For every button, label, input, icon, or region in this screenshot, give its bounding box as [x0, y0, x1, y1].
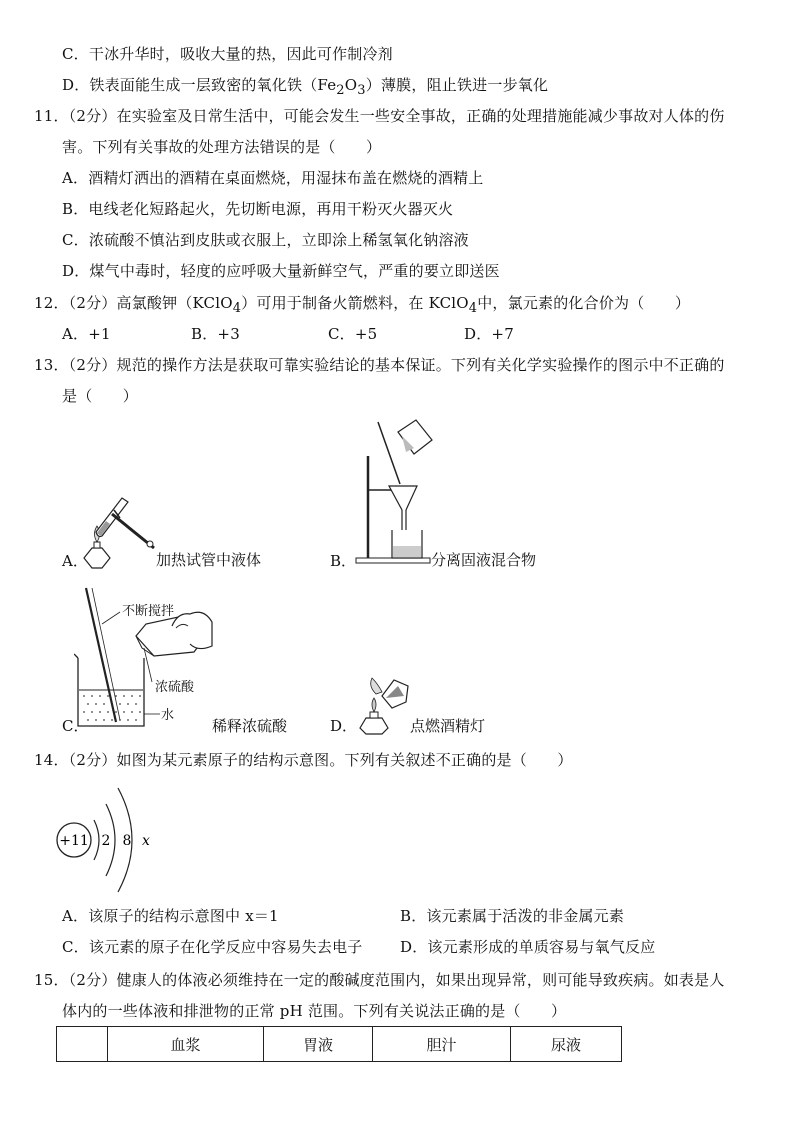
- q11-option-a: A．酒精灯洒出的酒精在桌面燃烧，用湿抹布盖在燃烧的酒精上: [62, 169, 484, 187]
- q13-stem-line1: 13．（2分）规范的操作方法是获取可靠实验结论的基本保证。下列有关化学实验操作的图示中不正确的: [34, 356, 725, 374]
- q14-stem: 14．（2分）如图为某元素原子的结构示意图。下列有关叙述不正确的是（ ）: [34, 751, 573, 769]
- q15-stem-line2: 体内的一些体液和排泄物的正常 pH 范围。下列有关说法正确的是（ ）: [62, 1002, 567, 1020]
- q15-stem-line1: 15．（2分）健康人的体液必须维持在一定的酸碱度范围内，如果出现异常，则可能导致疾病。如表是人: [34, 971, 725, 989]
- ph-range-table: [56, 1026, 622, 1062]
- q13-stem-line2: 是（ ）: [62, 387, 139, 405]
- table-header-cell: 胃液: [264, 1027, 373, 1062]
- q13-d-caption: 点燃酒精灯: [410, 717, 486, 735]
- q13-b-letter: B．: [330, 552, 357, 570]
- shell-3-electrons: x: [142, 833, 150, 849]
- heating-test-tube-figure: [78, 488, 160, 572]
- table-header-cell: 胆汁: [373, 1027, 511, 1062]
- table-header-cell: 尿液: [511, 1027, 622, 1062]
- q13-a-caption: 加热试管中液体: [156, 551, 262, 569]
- q10-option-d: D．铁表面能生成一层致密的氧化铁$(Fe_2O_3)$薄膜，阻止铁进一步氧化: [62, 76, 549, 98]
- q14-option-b: B．该元素属于活泼的非金属元素: [400, 907, 625, 925]
- q13-c-letter: C．: [62, 717, 89, 735]
- q13-c-caption: 稀释浓硫酸: [212, 717, 288, 735]
- q14-option-c: C．该元素的原子在化学反应中容易失去电子: [62, 938, 363, 956]
- q12-option-d: D．+7: [464, 325, 514, 343]
- q12-stem: 12．（2分）高氯酸钾（KClO$_4$）可用于制备火箭燃料，在 KClO$_4$中，氯元素的化合价为（ ）: [34, 294, 691, 316]
- shell-1-electrons: 2: [101, 833, 111, 849]
- light-alcohol-lamp-figure: [356, 674, 412, 736]
- table-header-cell: [57, 1027, 108, 1062]
- q12-option-a: A．+1: [62, 325, 111, 343]
- q12-option-b: B．+3: [191, 325, 240, 343]
- q12-option-c: C．+5: [328, 325, 378, 343]
- q13-c-label-stir: 不断搅拌: [122, 604, 175, 619]
- atom-structure-diagram: [52, 778, 162, 896]
- table-header-cell: 血浆: [108, 1027, 264, 1062]
- q14-option-d: D．该元素形成的单质容易与氧气反应: [400, 938, 656, 956]
- q11-stem-line1: 11．（2分）在实验室及日常生活中，可能会发生一些安全事故，正确的处理措施能减少事故对人体的伤: [34, 107, 725, 125]
- q13-d-letter: D．: [330, 717, 358, 735]
- q13-c-label-water: 水: [161, 708, 175, 723]
- q11-option-b: B．电线老化短路起火，先切断电源，再用干粉灭火器灭火: [62, 200, 454, 218]
- q11-option-c: C．浓硫酸不慎沾到皮肤或衣服上，立即涂上稀氢氧化钠溶液: [62, 231, 469, 249]
- nucleus-charge: +11: [59, 833, 89, 849]
- shell-2-electrons: 8: [122, 833, 132, 849]
- q13-c-label-acid: 浓硫酸: [155, 680, 195, 695]
- q14-option-a: A．该原子的结构示意图中 x＝1: [62, 907, 279, 925]
- q13-b-caption: 分离固液混合物: [431, 551, 537, 569]
- q13-a-letter: A．: [62, 552, 88, 570]
- table-header-row: [57, 1027, 622, 1062]
- q11-option-d: D．煤气中毒时，轻度的应呼吸大量新鲜空气，严重的要立即送医: [62, 262, 500, 280]
- q11-stem-line2: 害。下列有关事故的处理方法错误的是（ ）: [62, 138, 382, 156]
- q10-option-c: C．干冰升华时，吸收大量的热，因此可作制冷剂: [62, 45, 393, 63]
- filtration-figure: [354, 418, 438, 566]
